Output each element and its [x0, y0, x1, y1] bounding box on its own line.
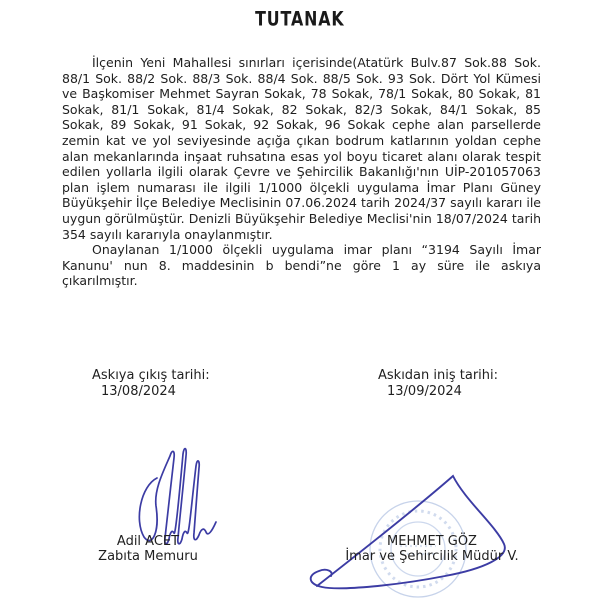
posting-date-value: 13/08/2024: [101, 384, 176, 399]
paragraph-announcement: Onaylanan 1/1000 ölçekli uygulama imar planı “3194 Sayılı İmar Kanunu' nun 8. maddesinin b bendi”ne göre 1 ay süre ile askıya çıkarılmıştır.: [62, 242, 541, 289]
signatory-name: Adil ACET: [116, 534, 180, 549]
removal-date-label: Askıdan iniş tarihi:: [378, 368, 499, 383]
removal-date-value: 13/09/2024: [387, 384, 462, 399]
signatory-role: İmar ve Şehircilik Müdür V.: [345, 549, 519, 564]
page-title: TUTANAK: [255, 8, 345, 31]
signatory-name: MEHMET GÖZ: [387, 534, 477, 549]
signature-block-left: [83, 534, 213, 564]
paragraph-main: İlçenin Yeni Mahallesi sınırları içerisinde(Atatürk Bulv.87 Sok.88 Sok. 88/1 Sok. 88/2 Sok. 88/3 Sok. 88/4 Sok. 88/5 Sok. 93 Sok. Dört Yol Kümesi ve Başkomiser Mehmet Sayran Sokak, 78 Sokak, 78/1 Sokak, 80 Sokak, 81 Sokak, 81/1 Sokak, 81/4 Sokak, 82 Sokak, 82/3 Sokak, 84/1 Sokak, 85 Sokak, 89 Sokak, 91 Sokak, 92 Sokak, 96 Sokak cephe alan parsellerde zemin kat ve yol seviyesinde açığa çıkan bodrum katlarının yoldan cephe alan mekanlarında inşaat ruhsatına esas yol boyu ticaret alanı olarak tespit edilen yollarla ilgili olarak Çevre ve Şehircilik Bakanlığı'nın UİP-201057063 plan işlem numarası ile ilgili 1/1000 ölçekli uygulama İmar Planı Güney Büyükşehir İlçe Belediye Meclisinin 07.06.2024 tarih 2024/37 sayılı kararı ile uygun görülmüştür. Denizli Büyükşehir Belediye Meclisi'nin 18/07/2024 tarih 354 sayılı kararıyla onaylanmıştır.: [62, 55, 541, 242]
signature-block-right: [332, 534, 532, 564]
signature-swoosh-right-icon: [303, 466, 523, 596]
removal-date-block: [378, 368, 498, 400]
title-row: [0, 8, 600, 29]
signatory-role: Zabıta Memuru: [98, 549, 198, 564]
posting-date-block: [92, 368, 210, 400]
document-body: [62, 55, 541, 289]
posting-date-label: Askıya çıkış tarihi:: [92, 368, 210, 383]
